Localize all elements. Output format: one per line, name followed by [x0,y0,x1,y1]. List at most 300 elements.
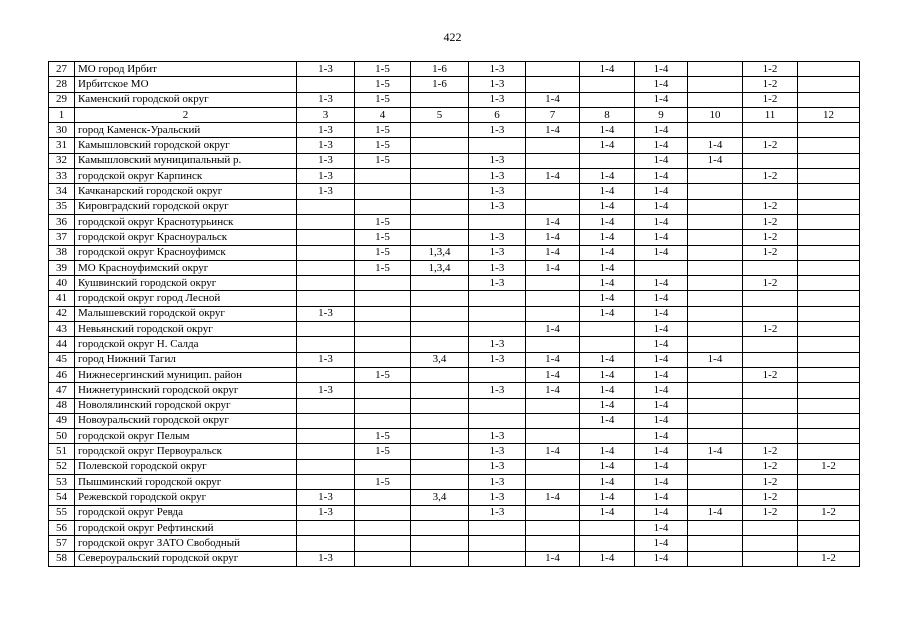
value-cell-col-9: 1-4 [635,398,688,413]
value-cell-col-8: 1-4 [580,490,635,505]
municipality-name-cell: 2 [75,107,297,122]
value-cell-col-7: 1-4 [526,169,580,184]
table-row [49,306,860,321]
table-row [49,153,860,168]
value-cell-col-3: 1-3 [297,169,355,184]
value-cell-col-4 [355,383,411,398]
value-cell-col-10 [688,322,743,337]
row-number-cell: 40 [49,276,75,291]
municipality-table [48,61,860,567]
value-cell-col-9: 1-4 [635,520,688,535]
table-row [49,429,860,444]
value-cell-col-11 [743,429,798,444]
value-cell-col-3 [297,459,355,474]
value-cell-col-10: 1-4 [688,138,743,153]
table-row [49,490,860,505]
table-row [49,138,860,153]
value-cell-col-8: 1-4 [580,230,635,245]
row-number-cell: 38 [49,245,75,260]
row-number-cell: 57 [49,536,75,551]
value-cell-col-8 [580,337,635,352]
value-cell-col-10 [688,276,743,291]
value-cell-col-10 [688,536,743,551]
table-row [49,230,860,245]
value-cell-col-4 [355,184,411,199]
value-cell-col-3: 1-3 [297,490,355,505]
value-cell-col-6: 6 [469,107,526,122]
value-cell-col-5 [411,459,469,474]
municipality-name-cell: Кировградский городской округ [75,199,297,214]
row-number-cell: 58 [49,551,75,566]
value-cell-col-7 [526,184,580,199]
municipality-name-cell: городской округ Н. Салда [75,337,297,352]
value-cell-col-8: 1-4 [580,459,635,474]
municipality-name-cell: Качканарский городской округ [75,184,297,199]
municipality-name-cell: Каменский городской округ [75,92,297,107]
municipality-name-cell: Камышловский муниципальный р. [75,153,297,168]
value-cell-col-3 [297,520,355,535]
value-cell-col-4: 1-5 [355,230,411,245]
value-cell-col-5 [411,214,469,229]
value-cell-col-9: 1-4 [635,429,688,444]
value-cell-col-10 [688,92,743,107]
value-cell-col-11: 1-2 [743,475,798,490]
value-cell-col-9: 1-4 [635,184,688,199]
value-cell-col-9: 1-4 [635,536,688,551]
value-cell-col-3: 1-3 [297,306,355,321]
value-cell-col-10 [688,551,743,566]
value-cell-col-12 [798,536,860,551]
value-cell-col-7: 1-4 [526,383,580,398]
value-cell-col-7 [526,520,580,535]
value-cell-col-6: 1-3 [469,199,526,214]
value-cell-col-4 [355,276,411,291]
value-cell-col-7 [526,337,580,352]
table-row [49,199,860,214]
value-cell-col-9: 1-4 [635,505,688,520]
value-cell-col-6 [469,322,526,337]
value-cell-col-10 [688,520,743,535]
value-cell-col-5 [411,413,469,428]
value-cell-col-9: 1-4 [635,444,688,459]
value-cell-col-12 [798,352,860,367]
value-cell-col-4 [355,337,411,352]
value-cell-col-3 [297,230,355,245]
value-cell-col-5 [411,383,469,398]
value-cell-col-7 [526,77,580,92]
row-number-cell: 42 [49,306,75,321]
value-cell-col-10 [688,62,743,77]
value-cell-col-7: 7 [526,107,580,122]
value-cell-col-4 [355,398,411,413]
value-cell-col-3 [297,337,355,352]
value-cell-col-9: 1-4 [635,490,688,505]
value-cell-col-6: 1-3 [469,383,526,398]
value-cell-col-6: 1-3 [469,153,526,168]
value-cell-col-5 [411,306,469,321]
value-cell-col-7 [526,199,580,214]
value-cell-col-8: 1-4 [580,398,635,413]
value-cell-col-5: 5 [411,107,469,122]
row-number-cell: 54 [49,490,75,505]
value-cell-col-7: 1-4 [526,352,580,367]
row-number-cell: 47 [49,383,75,398]
row-number-cell: 41 [49,291,75,306]
value-cell-col-4 [355,459,411,474]
value-cell-col-11: 1-2 [743,444,798,459]
value-cell-col-6 [469,291,526,306]
municipality-name-cell: Нижнесергинский муницип. район [75,367,297,382]
value-cell-col-11: 11 [743,107,798,122]
value-cell-col-9: 1-4 [635,459,688,474]
value-cell-col-4 [355,322,411,337]
value-cell-col-7 [526,291,580,306]
value-cell-col-12 [798,337,860,352]
value-cell-col-7 [526,153,580,168]
value-cell-col-9: 1-4 [635,230,688,245]
value-cell-col-6: 1-3 [469,475,526,490]
municipality-name-cell: Малышевский городской округ [75,306,297,321]
value-cell-col-8: 1-4 [580,306,635,321]
value-cell-col-10 [688,214,743,229]
value-cell-col-12: 1-2 [798,551,860,566]
value-cell-col-9: 1-4 [635,383,688,398]
value-cell-col-10 [688,429,743,444]
value-cell-col-7 [526,459,580,474]
value-cell-col-3 [297,322,355,337]
value-cell-col-4 [355,551,411,566]
municipality-name-cell: городской округ Красноуральск [75,230,297,245]
value-cell-col-3: 1-3 [297,505,355,520]
row-number-cell: 37 [49,230,75,245]
value-cell-col-9: 1-4 [635,245,688,260]
value-cell-col-10 [688,260,743,275]
value-cell-col-7 [526,475,580,490]
value-cell-col-11: 1-2 [743,169,798,184]
value-cell-col-12 [798,214,860,229]
value-cell-col-6 [469,214,526,229]
value-cell-col-7: 1-4 [526,260,580,275]
value-cell-col-6: 1-3 [469,230,526,245]
value-cell-col-6: 1-3 [469,490,526,505]
value-cell-col-11: 1-2 [743,505,798,520]
value-cell-col-5 [411,322,469,337]
value-cell-col-3: 1-3 [297,383,355,398]
value-cell-col-9: 1-4 [635,169,688,184]
value-cell-col-8: 1-4 [580,214,635,229]
value-cell-col-10 [688,199,743,214]
value-cell-col-8: 1-4 [580,352,635,367]
value-cell-col-12 [798,169,860,184]
value-cell-col-6 [469,138,526,153]
value-cell-col-9: 1-4 [635,77,688,92]
row-number-cell: 55 [49,505,75,520]
value-cell-col-11: 1-2 [743,230,798,245]
table-row [49,520,860,535]
value-cell-col-4: 1-5 [355,444,411,459]
value-cell-col-4: 1-5 [355,153,411,168]
municipality-name-cell: МО Красноуфимский округ [75,260,297,275]
table-row [49,276,860,291]
value-cell-col-4 [355,505,411,520]
municipality-name-cell: Новоуральский городской округ [75,413,297,428]
value-cell-col-11 [743,306,798,321]
row-number-cell: 52 [49,459,75,474]
row-number-cell: 30 [49,123,75,138]
value-cell-col-12 [798,138,860,153]
value-cell-col-3 [297,245,355,260]
value-cell-col-11 [743,413,798,428]
table-row [49,367,860,382]
value-cell-col-9: 1-4 [635,551,688,566]
value-cell-col-3: 1-3 [297,551,355,566]
row-number-cell: 27 [49,62,75,77]
value-cell-col-8: 1-4 [580,260,635,275]
table-row [49,184,860,199]
value-cell-col-3 [297,429,355,444]
value-cell-col-8: 1-4 [580,184,635,199]
municipality-name-cell: городской округ город Лесной [75,291,297,306]
value-cell-col-9: 1-4 [635,214,688,229]
municipality-name-cell: городской округ Карпинск [75,169,297,184]
row-number-cell: 1 [49,107,75,122]
value-cell-col-10: 1-4 [688,153,743,168]
value-cell-col-3 [297,291,355,306]
value-cell-col-9: 1-4 [635,153,688,168]
value-cell-col-7: 1-4 [526,92,580,107]
municipality-name-cell: Камышловский городской округ [75,138,297,153]
value-cell-col-12 [798,475,860,490]
table-row [49,92,860,107]
municipality-name-cell: городской округ ЗАТО Свободный [75,536,297,551]
municipality-name-cell: Невьянский городской округ [75,322,297,337]
value-cell-col-4 [355,520,411,535]
value-cell-col-3 [297,260,355,275]
row-number-cell: 48 [49,398,75,413]
row-number-cell: 39 [49,260,75,275]
value-cell-col-6 [469,413,526,428]
value-cell-col-12: 1-2 [798,505,860,520]
value-cell-col-10 [688,337,743,352]
value-cell-col-4 [355,352,411,367]
value-cell-col-4: 1-5 [355,475,411,490]
value-cell-col-5 [411,92,469,107]
value-cell-col-12: 12 [798,107,860,122]
value-cell-col-7: 1-4 [526,367,580,382]
value-cell-col-8: 1-4 [580,276,635,291]
municipality-name-cell: Новолялинский городской округ [75,398,297,413]
value-cell-col-10 [688,413,743,428]
value-cell-col-12 [798,413,860,428]
value-cell-col-7: 1-4 [526,214,580,229]
value-cell-col-11 [743,184,798,199]
value-cell-col-8: 1-4 [580,169,635,184]
value-cell-col-5 [411,184,469,199]
value-cell-col-4 [355,413,411,428]
row-number-cell: 45 [49,352,75,367]
value-cell-col-11: 1-2 [743,62,798,77]
value-cell-col-12 [798,260,860,275]
municipality-name-cell: Полевской городской округ [75,459,297,474]
value-cell-col-9: 1-4 [635,62,688,77]
value-cell-col-5 [411,475,469,490]
value-cell-col-7: 1-4 [526,123,580,138]
value-cell-col-7: 1-4 [526,245,580,260]
value-cell-col-12 [798,199,860,214]
municipality-name-cell: Кушвинский городской округ [75,276,297,291]
value-cell-col-7: 1-4 [526,490,580,505]
value-cell-col-4 [355,199,411,214]
value-cell-col-4: 1-5 [355,138,411,153]
value-cell-col-10 [688,475,743,490]
column-number-row [49,107,860,122]
municipality-name-cell: городской округ Красноуфимск [75,245,297,260]
value-cell-col-12 [798,153,860,168]
row-number-cell: 35 [49,199,75,214]
value-cell-col-10: 1-4 [688,352,743,367]
value-cell-col-10 [688,459,743,474]
value-cell-col-11 [743,352,798,367]
value-cell-col-9: 1-4 [635,92,688,107]
value-cell-col-5 [411,551,469,566]
value-cell-col-11: 1-2 [743,245,798,260]
value-cell-col-9: 1-4 [635,199,688,214]
municipality-name-cell: городской округ Ревда [75,505,297,520]
value-cell-col-4 [355,490,411,505]
value-cell-col-6: 1-3 [469,245,526,260]
value-cell-col-7 [526,62,580,77]
value-cell-col-12 [798,306,860,321]
value-cell-col-5: 1,3,4 [411,260,469,275]
value-cell-col-10 [688,306,743,321]
value-cell-col-6 [469,536,526,551]
value-cell-col-12 [798,291,860,306]
municipality-name-cell: город Нижний Тагил [75,352,297,367]
value-cell-col-4: 1-5 [355,260,411,275]
value-cell-col-11: 1-2 [743,77,798,92]
value-cell-col-8 [580,536,635,551]
value-cell-col-9: 1-4 [635,291,688,306]
value-cell-col-9: 1-4 [635,123,688,138]
value-cell-col-8: 1-4 [580,245,635,260]
value-cell-col-10: 1-4 [688,444,743,459]
table-row [49,62,860,77]
value-cell-col-3 [297,77,355,92]
value-cell-col-8: 8 [580,107,635,122]
value-cell-col-3 [297,276,355,291]
value-cell-col-4 [355,306,411,321]
municipality-name-cell: городской округ Первоуральск [75,444,297,459]
value-cell-col-4 [355,291,411,306]
value-cell-col-5 [411,444,469,459]
value-cell-col-4: 1-5 [355,214,411,229]
value-cell-col-9: 1-4 [635,367,688,382]
value-cell-col-8: 1-4 [580,123,635,138]
value-cell-col-5 [411,291,469,306]
value-cell-col-5 [411,520,469,535]
value-cell-col-5 [411,337,469,352]
value-cell-col-10 [688,398,743,413]
value-cell-col-10 [688,169,743,184]
value-cell-col-5: 3,4 [411,490,469,505]
value-cell-col-10: 1-4 [688,505,743,520]
row-number-cell: 34 [49,184,75,199]
value-cell-col-12 [798,520,860,535]
value-cell-col-5 [411,505,469,520]
value-cell-col-12 [798,230,860,245]
value-cell-col-5: 1,3,4 [411,245,469,260]
value-cell-col-10: 10 [688,107,743,122]
value-cell-col-4 [355,536,411,551]
value-cell-col-7: 1-4 [526,551,580,566]
value-cell-col-11: 1-2 [743,138,798,153]
table-row [49,551,860,566]
value-cell-col-5 [411,169,469,184]
value-cell-col-10 [688,184,743,199]
value-cell-col-12: 1-2 [798,459,860,474]
value-cell-col-11: 1-2 [743,276,798,291]
value-cell-col-9: 1-4 [635,276,688,291]
value-cell-col-6 [469,306,526,321]
table-row [49,444,860,459]
table-row [49,169,860,184]
value-cell-col-6: 1-3 [469,169,526,184]
table-row [49,260,860,275]
value-cell-col-8: 1-4 [580,475,635,490]
value-cell-col-3: 1-3 [297,123,355,138]
value-cell-col-11 [743,153,798,168]
municipality-name-cell: городской округ Пелым [75,429,297,444]
value-cell-col-5 [411,199,469,214]
value-cell-col-12 [798,383,860,398]
value-cell-col-8: 1-4 [580,551,635,566]
value-cell-col-8 [580,429,635,444]
table-row [49,536,860,551]
value-cell-col-11: 1-2 [743,92,798,107]
row-number-cell: 44 [49,337,75,352]
value-cell-col-11 [743,383,798,398]
value-cell-col-11 [743,123,798,138]
value-cell-col-4: 1-5 [355,245,411,260]
municipality-name-cell: город Каменск-Уральский [75,123,297,138]
row-number-cell: 29 [49,92,75,107]
table-row [49,475,860,490]
value-cell-col-5 [411,536,469,551]
row-number-cell: 51 [49,444,75,459]
value-cell-col-9: 1-4 [635,475,688,490]
table-row [49,413,860,428]
value-cell-col-11: 1-2 [743,367,798,382]
value-cell-col-9: 1-4 [635,322,688,337]
value-cell-col-11 [743,551,798,566]
row-number-cell: 43 [49,322,75,337]
municipality-name-cell: Нижнетуринский городской округ [75,383,297,398]
value-cell-col-11 [743,337,798,352]
municipality-name-cell: Режевской городской округ [75,490,297,505]
value-cell-col-10 [688,230,743,245]
value-cell-col-11 [743,398,798,413]
value-cell-col-8 [580,77,635,92]
row-number-cell: 32 [49,153,75,168]
value-cell-col-12 [798,398,860,413]
value-cell-col-9: 1-4 [635,352,688,367]
table-row [49,398,860,413]
value-cell-col-3: 1-3 [297,62,355,77]
value-cell-col-6 [469,367,526,382]
value-cell-col-5 [411,230,469,245]
value-cell-col-10 [688,367,743,382]
value-cell-col-9: 1-4 [635,337,688,352]
